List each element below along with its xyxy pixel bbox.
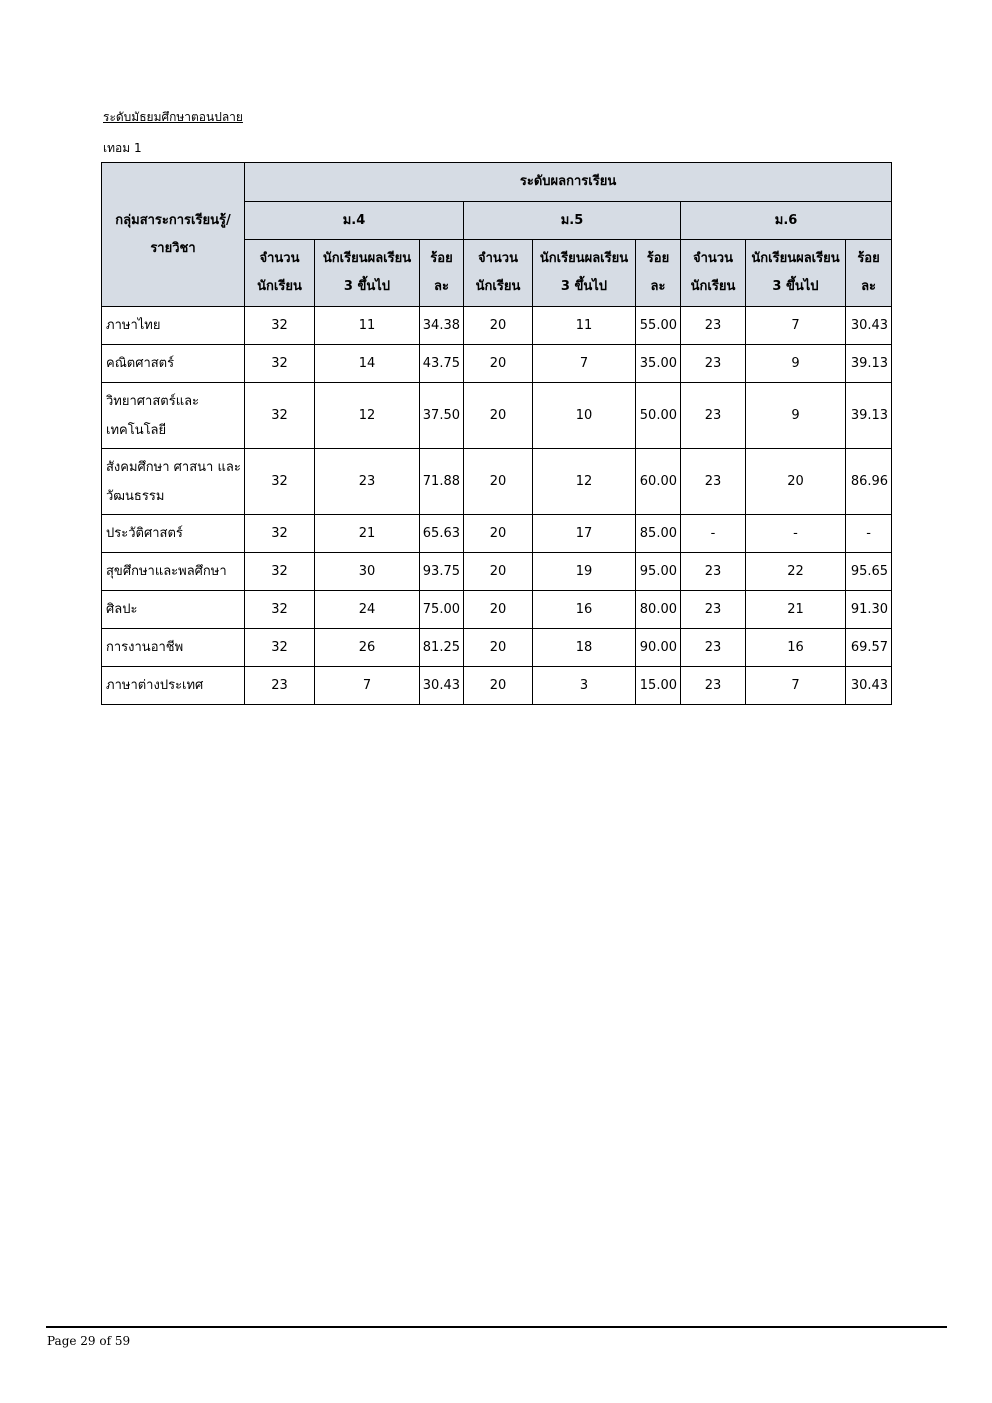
students-count-cell: 23 bbox=[681, 307, 746, 345]
percent-cell: 81.25 bbox=[420, 629, 464, 667]
result-level-header: ระดับผลการเรียน bbox=[245, 163, 892, 202]
students-count-cell: 23 bbox=[245, 667, 315, 705]
subject-name: ประวัติศาสตร์ bbox=[102, 515, 245, 553]
passed-count-cell: 7 bbox=[315, 667, 420, 705]
passed-count-cell: 7 bbox=[533, 345, 636, 383]
percent-cell: 60.00 bbox=[636, 449, 681, 515]
percent-header: ร้อย ละ bbox=[636, 240, 681, 307]
percent-cell: 85.00 bbox=[636, 515, 681, 553]
students-count-cell: 23 bbox=[681, 667, 746, 705]
students-header: จำนวน นักเรียน bbox=[464, 240, 533, 307]
percent-cell: 43.75 bbox=[420, 345, 464, 383]
passed-count-cell: 11 bbox=[533, 307, 636, 345]
percent-cell: 69.57 bbox=[846, 629, 892, 667]
students-count-cell: 32 bbox=[245, 345, 315, 383]
students-count-cell: 20 bbox=[464, 449, 533, 515]
passed-count-cell: 11 bbox=[315, 307, 420, 345]
subject-name: ภาษาต่างประเทศ bbox=[102, 667, 245, 705]
students-count-cell: 20 bbox=[464, 307, 533, 345]
students-count-cell: 20 bbox=[464, 515, 533, 553]
passed-count-cell: 16 bbox=[746, 629, 846, 667]
passed-count-cell: 30 bbox=[315, 553, 420, 591]
passed-count-cell: 18 bbox=[533, 629, 636, 667]
students-count-cell: 23 bbox=[681, 345, 746, 383]
students-count-cell: 23 bbox=[681, 591, 746, 629]
percent-cell: 86.96 bbox=[846, 449, 892, 515]
percent-cell: 93.75 bbox=[420, 553, 464, 591]
passed-header: นักเรียนผลเรียน 3 ขึ้นไป bbox=[533, 240, 636, 307]
table-row bbox=[102, 307, 892, 345]
students-count-cell: 23 bbox=[681, 553, 746, 591]
passed-count-cell: 20 bbox=[746, 449, 846, 515]
footer-divider bbox=[46, 1326, 947, 1328]
students-count-cell: 32 bbox=[245, 629, 315, 667]
section-heading: ระดับมัธยมศึกษาตอนปลาย bbox=[103, 110, 243, 124]
passed-count-cell: 12 bbox=[315, 383, 420, 449]
students-count-cell: 23 bbox=[681, 629, 746, 667]
students-count-cell: - bbox=[681, 515, 746, 553]
passed-count-cell: 16 bbox=[533, 591, 636, 629]
passed-count-cell: 21 bbox=[746, 591, 846, 629]
percent-header: ร้อย ละ bbox=[420, 240, 464, 307]
passed-header: นักเรียนผลเรียน 3 ขึ้นไป bbox=[746, 240, 846, 307]
percent-cell: 91.30 bbox=[846, 591, 892, 629]
percent-cell: 75.00 bbox=[420, 591, 464, 629]
percent-cell: 80.00 bbox=[636, 591, 681, 629]
table-row bbox=[102, 591, 892, 629]
percent-cell: 90.00 bbox=[636, 629, 681, 667]
students-count-cell: 32 bbox=[245, 307, 315, 345]
percent-cell: 15.00 bbox=[636, 667, 681, 705]
percent-cell: 37.50 bbox=[420, 383, 464, 449]
passed-count-cell: 23 bbox=[315, 449, 420, 515]
students-count-cell: 20 bbox=[464, 553, 533, 591]
students-count-cell: 20 bbox=[464, 591, 533, 629]
percent-cell: 39.13 bbox=[846, 383, 892, 449]
passed-count-cell: 3 bbox=[533, 667, 636, 705]
table-row bbox=[102, 515, 892, 553]
students-count-cell: 20 bbox=[464, 383, 533, 449]
percent-cell: 30.43 bbox=[846, 667, 892, 705]
students-header: จำนวน นักเรียน bbox=[245, 240, 315, 307]
students-count-cell: 23 bbox=[681, 449, 746, 515]
subject-name: สังคมศึกษา ศาสนา และวัฒนธรรม bbox=[102, 449, 245, 515]
students-header: จำนวน นักเรียน bbox=[681, 240, 746, 307]
percent-cell: - bbox=[846, 515, 892, 553]
term-label: เทอม 1 bbox=[103, 141, 142, 155]
passed-count-cell: 17 bbox=[533, 515, 636, 553]
table-row bbox=[102, 449, 892, 515]
students-count-cell: 32 bbox=[245, 591, 315, 629]
students-count-cell: 32 bbox=[245, 383, 315, 449]
students-count-cell: 20 bbox=[464, 667, 533, 705]
table-row bbox=[102, 383, 892, 449]
passed-count-cell: 24 bbox=[315, 591, 420, 629]
passed-count-cell: 22 bbox=[746, 553, 846, 591]
percent-cell: 39.13 bbox=[846, 345, 892, 383]
table-row bbox=[102, 345, 892, 383]
students-count-cell: 32 bbox=[245, 553, 315, 591]
passed-count-cell: 9 bbox=[746, 383, 846, 449]
grade-m6-header: ม.6 bbox=[681, 202, 892, 240]
table-row bbox=[102, 553, 892, 591]
passed-count-cell: 19 bbox=[533, 553, 636, 591]
passed-count-cell: 7 bbox=[746, 667, 846, 705]
students-count-cell: 32 bbox=[245, 449, 315, 515]
percent-cell: 34.38 bbox=[420, 307, 464, 345]
percent-cell: 50.00 bbox=[636, 383, 681, 449]
students-count-cell: 20 bbox=[464, 345, 533, 383]
passed-count-cell: 12 bbox=[533, 449, 636, 515]
percent-cell: 95.00 bbox=[636, 553, 681, 591]
students-count-cell: 20 bbox=[464, 629, 533, 667]
subject-name: วิทยาศาสตร์และ เทคโนโลยี bbox=[102, 383, 245, 449]
subject-name: สุขศึกษาและพลศึกษา bbox=[102, 553, 245, 591]
grade-m5-header: ม.5 bbox=[464, 202, 681, 240]
table-body bbox=[102, 307, 892, 705]
subject-name: ภาษาไทย bbox=[102, 307, 245, 345]
passed-count-cell: 14 bbox=[315, 345, 420, 383]
students-count-cell: 32 bbox=[245, 515, 315, 553]
table-row bbox=[102, 667, 892, 705]
subject-group-header: กลุ่มสาระการเรียนรู้/ รายวิชา bbox=[102, 163, 245, 307]
percent-cell: 55.00 bbox=[636, 307, 681, 345]
percent-cell: 71.88 bbox=[420, 449, 464, 515]
percent-cell: 65.63 bbox=[420, 515, 464, 553]
page-number: Page 29 of 59 bbox=[47, 1334, 131, 1348]
percent-cell: 30.43 bbox=[846, 307, 892, 345]
students-count-cell: 23 bbox=[681, 383, 746, 449]
subject-name: การงานอาชีพ bbox=[102, 629, 245, 667]
passed-count-cell: 21 bbox=[315, 515, 420, 553]
subject-name: คณิตศาสตร์ bbox=[102, 345, 245, 383]
grade-m4-header: ม.4 bbox=[245, 202, 464, 240]
percent-cell: 30.43 bbox=[420, 667, 464, 705]
passed-count-cell: 7 bbox=[746, 307, 846, 345]
percent-header: ร้อย ละ bbox=[846, 240, 892, 307]
grade-results-table bbox=[101, 162, 892, 705]
percent-cell: 35.00 bbox=[636, 345, 681, 383]
passed-header: นักเรียนผลเรียน 3 ขึ้นไป bbox=[315, 240, 420, 307]
subject-name: ศิลปะ bbox=[102, 591, 245, 629]
percent-cell: 95.65 bbox=[846, 553, 892, 591]
passed-count-cell: 9 bbox=[746, 345, 846, 383]
passed-count-cell: 26 bbox=[315, 629, 420, 667]
table-row bbox=[102, 629, 892, 667]
passed-count-cell: 10 bbox=[533, 383, 636, 449]
passed-count-cell: - bbox=[746, 515, 846, 553]
